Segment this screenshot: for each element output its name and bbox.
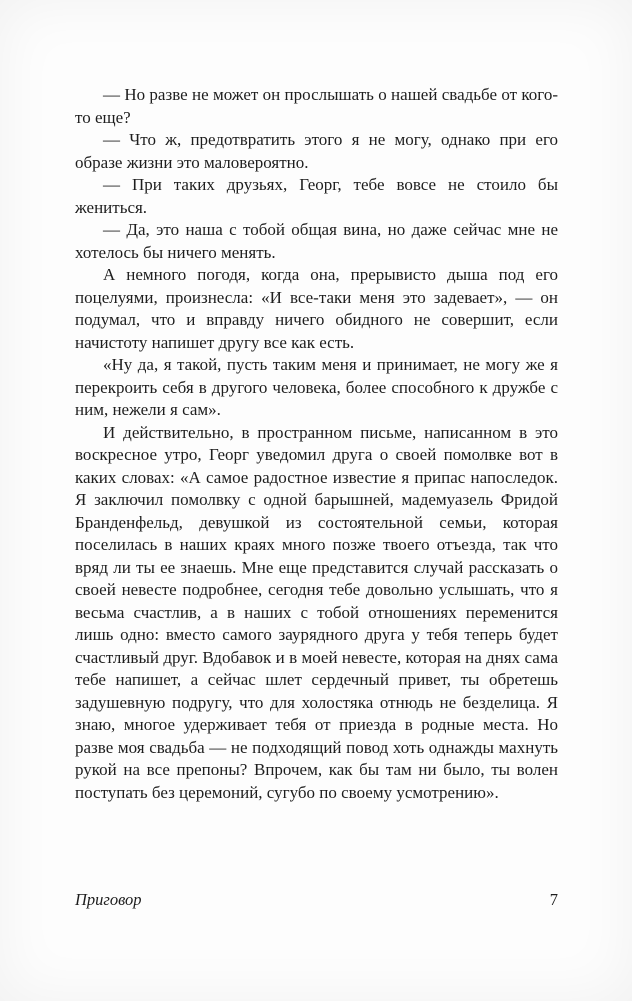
paragraph-dialogue-2: — Что ж, предотвратить этого я не могу, однако при его образе жизни это маловероятно. [75, 130, 558, 172]
paragraph-dialogue-4: — Да, это наша с тобой общая вина, но даже сейчас мне не хотелось бы ничего менять. [75, 220, 558, 262]
paragraph-narration-1: А немного погодя, когда она, прерывисто дыша под его поцелуями, произнесла: «И все-таки меня это задевает», — он подумал, что и вправду ничего обидного не совершит, если начистоту напишет другу все как есть. [75, 265, 558, 352]
page-text-content [75, 84, 558, 804]
paragraph-quote: «Ну да, я такой, пусть таким меня и принимает, не могу же я перекроить себя в другого человека, более способного к дружбе с ним, нежели я сам». [75, 355, 558, 419]
paragraph-dialogue-3: — При таких друзьях, Георг, тебе вовсе не стоило бы жениться. [75, 175, 558, 217]
page-number: 7 [549, 890, 558, 909]
paragraph-dialogue-1: — Но разве не может он прослышать о нашей свадьбе от кого-то еще? [75, 85, 558, 127]
page-footer [75, 890, 558, 910]
paragraph-letter: И действительно, в пространном письме, написанном в это воскресное утро, Георг уведомил друга о своей помолвке вот в каких словах: «А самое радостное известие я припас напоследок. Я заключил помолвку с одной барышней, мадемуазель Фридой Бранденфельд, девушкой из состоятельной семьи, которая поселилась в наших краях много позже твоего отъезда, так что вряд ли ты ее знаешь. Мне еще представится случай рассказать о своей невесте подробнее, сегодня тебе довольно услышать, что я весьма счастлив, а в наших с тобой отношениях переменится лишь одно: вместо самого заурядного друга у тебя теперь будет счастливый друг. Вдобавок и в моей невесте, которая на днях сама тебе напишет, а сейчас шлет сердечный привет, ты обретешь задушевную подругу, что для холостяка отнюдь не безделица. Я знаю, многое удерживает тебя от приезда в родные места. Но разве моя свадьба — не подходящий повод хоть однажды махнуть рукой на все препоны? Впрочем, как бы там ни было, ты волен поступать без церемоний, сугубо по своему усмотрению». [75, 422, 558, 802]
running-title: Приговор [75, 890, 142, 909]
